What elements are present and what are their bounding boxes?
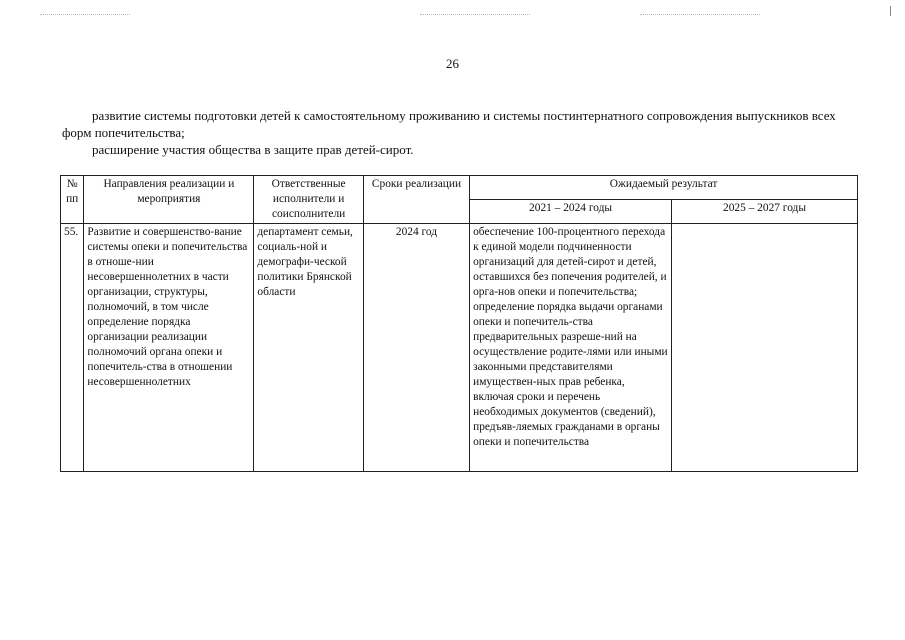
page-number: 26 [446,56,459,71]
header-period-1: 2021 – 2024 годы [470,200,672,224]
header-terms: Сроки реализации [363,176,469,224]
header-expected-result: Ожидаемый результат [470,176,858,200]
cell-num: 55. [61,224,84,472]
table-row [61,224,858,472]
header-direction: Направления реализации и мероприятия [84,176,254,224]
intro-paragraph-1: развитие системы подготовки детей к самостоятельному проживанию и системы постинтернатного сопровождения выпускников всех форм попечительства; [62,108,836,140]
header-period-2: 2025 – 2027 годы [672,200,858,224]
header-num: № пп [61,176,84,224]
cell-responsible: департамент семьи, социаль-ной и демографи-ческой политики Брянской области [254,224,363,472]
table-header-row [61,176,858,200]
scan-artifact [640,14,760,16]
cell-direction: Развитие и совершенство-вание системы опеки и попечительства в отноше-нии несовершеннолетних в части организации, структуры, полномочий, в том числе определение порядка организации реализации полномочий органа опеки и попечитель-ства в отношении несовершеннолетних [84,224,254,472]
scan-artifact [420,14,530,16]
cell-result-period-1: обеспечение 100-процентного перехода к единой модели подчиненности организаций для детей-сирот и детей, оставшихся без попечения родителей, и орга-нов опеки и попечительства; определение порядка выдачи органами опеки и попечитель-ства предварительных разреше-ний на осуществление родите-лями или иными законными представителями имуществен-ных прав ребенка, включая сроки и перечень необходимых документов (сведений), предъяв-ляемых гражданами в органы опеки и попечительства [470,224,672,472]
scan-artifact [40,14,130,16]
plan-table [60,175,858,472]
intro-text [62,107,852,158]
intro-paragraph-2: расширение участия общества в защите прав детей-сирот. [92,142,414,157]
header-responsible: Ответственные исполнители и соисполнители [254,176,363,224]
scan-artifact [890,6,891,16]
cell-result-period-2 [672,224,858,472]
cell-terms: 2024 год [363,224,469,472]
